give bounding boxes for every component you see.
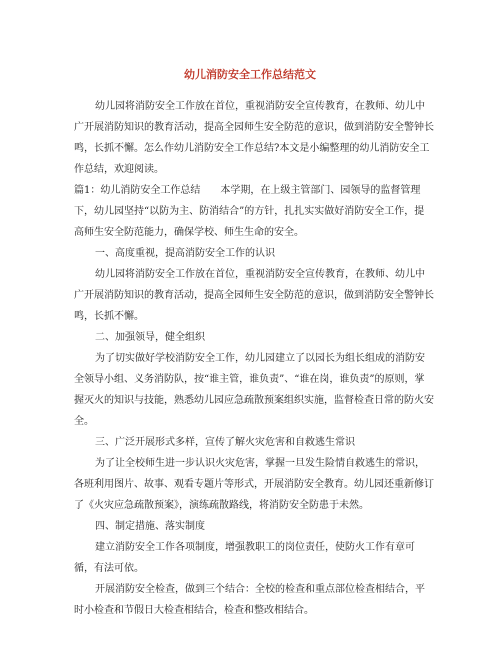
article-paragraph: 篇1：幼儿消防安全工作总结 本学期，在上级主管部门、园领导的监督管理下，幼儿园坚持“以防为主、防消结合”的方针，扎扎实实做好消防安全工作，提高师生安全防范能力，确保学校、师生生命的安全。: [74, 185, 425, 238]
section-heading-1: 一、高度重视，提高消防安全工作的认识: [95, 248, 275, 259]
section-paragraph-5: 开展消防安全检查，做到三个结合：全校的检查和重点部位检查相结合，平时小检查和节假日大检查相结合，检查和整改相结合。: [74, 584, 425, 616]
intro-paragraph: 幼儿园将消防安全工作放在首位，重视消防安全宣传教育，在教师、幼儿中广开展消防知识的教育活动，提高全园师生安全防范的意识，做到消防安全警钟长鸣，长抓不懈。怎么作幼儿消防安全工作总结?本文是小编整理的幼儿消防安全工作总结，欢迎阅读。: [74, 101, 434, 175]
section-paragraph-4: 建立消防安全工作各项制度，增强教职工的岗位责任，使防火工作有章可循，有法可依。: [74, 542, 415, 574]
document-title: 幼儿消防安全工作总结范文: [184, 68, 316, 81]
section-heading-4: 四、制定措施、落实制度: [95, 521, 205, 532]
section-paragraph-3: 为了让全校师生进一步认识火灾危害，掌握一旦发生险情自救逃生的常识，各班利用图片、故事、观看专题片等形式，开展消防安全教育。幼儿园还重新修订了《火灾应急疏散预案》，演练疏散路线，将消防安全防患于未然。: [74, 458, 434, 511]
section-paragraph-2: 为了切实做好学校消防安全工作，幼儿园建立了以园长为组长组成的消防安全领导小组、义务消防队，按“谁主管，谁负责”、“谁在岗，谁负责”的原则，掌握灭火的知识与技能，熟悉幼儿园应急疏散预案组织实施，监督检查日常的防火安全。: [74, 353, 434, 427]
section-heading-3: 三、广泛开展形式多样，宣传了解火灾危害和自救逃生常识: [95, 437, 355, 448]
section-heading-2: 二、加强领导，健全组织: [95, 332, 205, 343]
section-paragraph-1: 幼儿园将消防安全工作放在首位，重视消防安全宣传教育，在教师、幼儿中广开展消防知识的教育活动，提高全园师生安全防范的意识，做到消防安全警钟长鸣，长抓不懈。: [74, 269, 434, 322]
